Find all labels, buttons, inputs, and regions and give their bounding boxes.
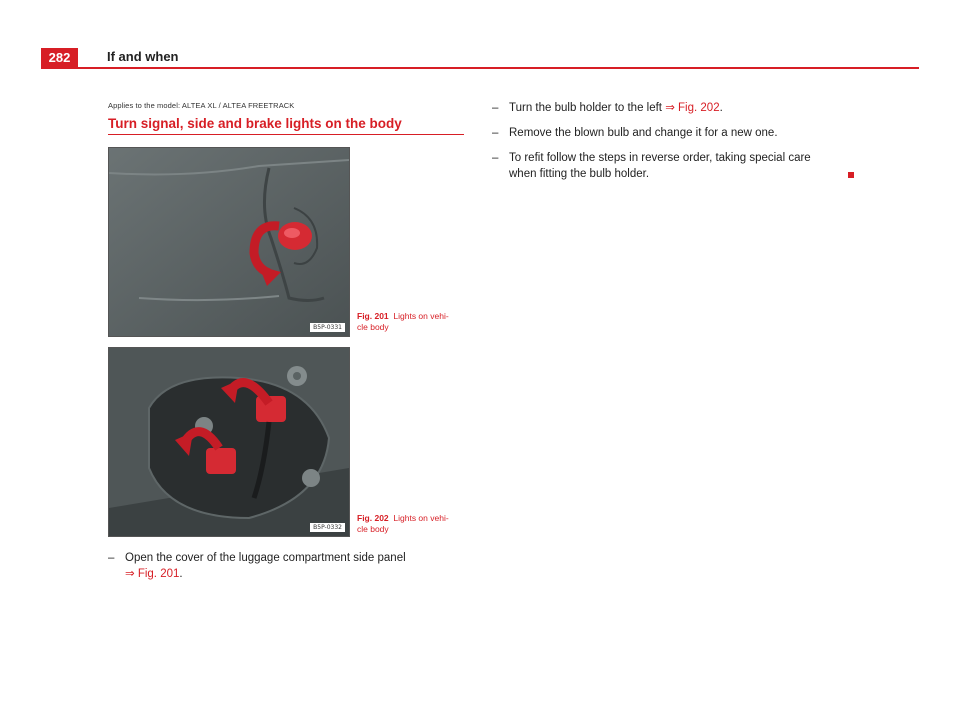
figure-label: Fig. 201 — [357, 311, 389, 321]
step-line: Turn the bulb holder to the left — [509, 102, 666, 114]
step-turn-holder — [492, 100, 872, 118]
step-tail: . — [179, 568, 183, 580]
step-dash: – — [492, 102, 499, 114]
title-rule — [108, 134, 464, 135]
end-of-section-icon — [848, 172, 854, 178]
step-text: Remove the blown bulb and change it for a new one. — [509, 127, 778, 139]
figure-label: Fig. 202 — [357, 513, 389, 523]
figure-201-caption — [357, 311, 467, 333]
step-dash: – — [108, 552, 115, 564]
figure-202-image — [108, 347, 350, 537]
figure-201-image — [108, 147, 350, 337]
applies-to-note: Applies to the model: ALTEA XL / ALTEA FREETRACK — [108, 101, 295, 110]
caption-line: cle body — [357, 322, 389, 332]
fig-202-link[interactable]: ⇒ Fig. 202 — [665, 102, 720, 114]
chapter-title: If and when — [107, 49, 179, 64]
step-text — [125, 550, 465, 582]
step-dash: – — [492, 127, 499, 139]
figure-code: B5P-0331 — [310, 323, 345, 332]
caption-line: cle body — [357, 524, 389, 534]
step-text — [509, 150, 869, 182]
step-refit — [492, 150, 872, 184]
step-line: Open the cover of the luggage compartment side panel — [125, 552, 406, 564]
section-title: Turn signal, side and brake lights on the body — [108, 116, 402, 131]
step-remove-bulb — [492, 125, 872, 143]
figure-202-caption — [357, 513, 467, 535]
step-line: when fitting the bulb holder. — [509, 168, 650, 180]
caption-line: Lights on vehi- — [393, 513, 449, 523]
step-dash: – — [492, 152, 499, 164]
page-number: 282 — [41, 48, 78, 68]
fig-201-link[interactable]: ⇒ Fig. 201 — [125, 568, 180, 580]
step-text — [509, 100, 869, 116]
header-rule — [41, 67, 919, 69]
step-open-cover — [108, 550, 468, 586]
caption-line: Lights on vehi- — [393, 311, 449, 321]
step-line: To refit follow the steps in reverse order, taking special care — [509, 152, 811, 164]
step-tail: . — [719, 102, 723, 114]
figure-code: B5P-0332 — [310, 523, 345, 532]
